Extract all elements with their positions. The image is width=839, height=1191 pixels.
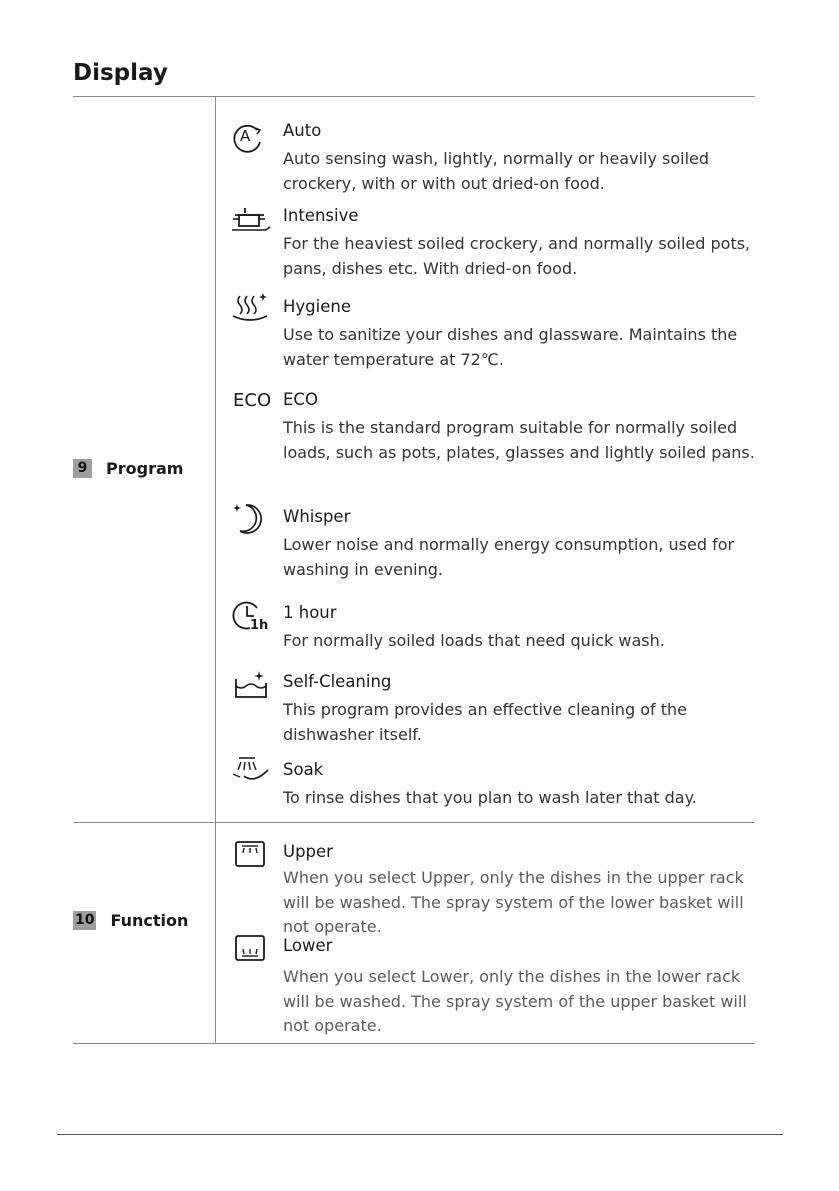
row-label-program <box>73 459 183 478</box>
item-description: Auto sensing wash, lightly, normally or heavily soiled crockery, with or with out dried-on food. <box>283 149 710 193</box>
footer-rule <box>57 1134 783 1135</box>
item-title: Whisper <box>283 507 351 526</box>
item-title: 1 hour <box>283 603 337 622</box>
item-title: Self-Cleaning <box>283 672 392 691</box>
item-description: To rinse dishes that you plan to wash later that day. <box>283 788 697 807</box>
item-title: Auto <box>283 121 322 140</box>
item-description: Use to sanitize your dishes and glassware. Maintains the water temperature at 72℃. <box>283 325 738 369</box>
svg-text:A: A <box>240 127 251 145</box>
item-description: For the heaviest soiled crockery, and normally soiled pots, pans, dishes etc. With dried-on food. <box>283 234 751 278</box>
row-divider <box>73 822 755 823</box>
item-description: When you select Lower, only the dishes in the lower rack will be washed. The spray system of the upper basket will not operate. <box>283 967 747 1035</box>
item-description: This is the standard program suitable for normally soiled loads, such as pots, plates, glasses and lightly soiled pans. <box>283 418 755 462</box>
item-title: Intensive <box>283 206 359 225</box>
intensive-icon <box>230 206 272 240</box>
table-top-rule <box>73 96 755 97</box>
item-description: This program provides an effective cleaning of the dishwasher itself. <box>283 700 687 744</box>
upper-rack-icon <box>230 839 272 873</box>
row-label-function <box>73 911 188 930</box>
one-hour-icon <box>230 598 272 632</box>
page-title: Display <box>73 60 168 86</box>
hygiene-icon <box>230 291 272 325</box>
self-cleaning-icon <box>230 669 272 703</box>
item-description: When you select Upper, only the dishes in the upper rack will be washed. The spray system of the lower basket will not operate. <box>283 868 744 936</box>
item-title: Hygiene <box>283 297 351 316</box>
eco-icon: ECO <box>233 390 272 411</box>
item-title: Lower <box>283 936 333 955</box>
row-label-text: Function <box>110 911 189 930</box>
item-title: ECO <box>283 390 318 409</box>
auto-icon <box>230 121 272 155</box>
one-hour-icon-text: 1h <box>250 618 269 632</box>
row-label-text: Program <box>106 459 184 478</box>
item-title: Upper <box>283 842 333 861</box>
soak-icon <box>230 754 272 788</box>
whisper-icon <box>230 501 272 535</box>
lower-rack-icon <box>230 933 272 967</box>
column-divider <box>215 96 216 1044</box>
table-bottom-rule <box>73 1043 755 1044</box>
row-number-badge: 10 <box>75 912 95 928</box>
item-description: For normally soiled loads that need quick wash. <box>283 631 665 650</box>
item-description: Lower noise and normally energy consumption, used for washing in evening. <box>283 535 735 579</box>
row-number-badge: 9 <box>73 459 92 478</box>
item-title: Soak <box>283 760 324 779</box>
